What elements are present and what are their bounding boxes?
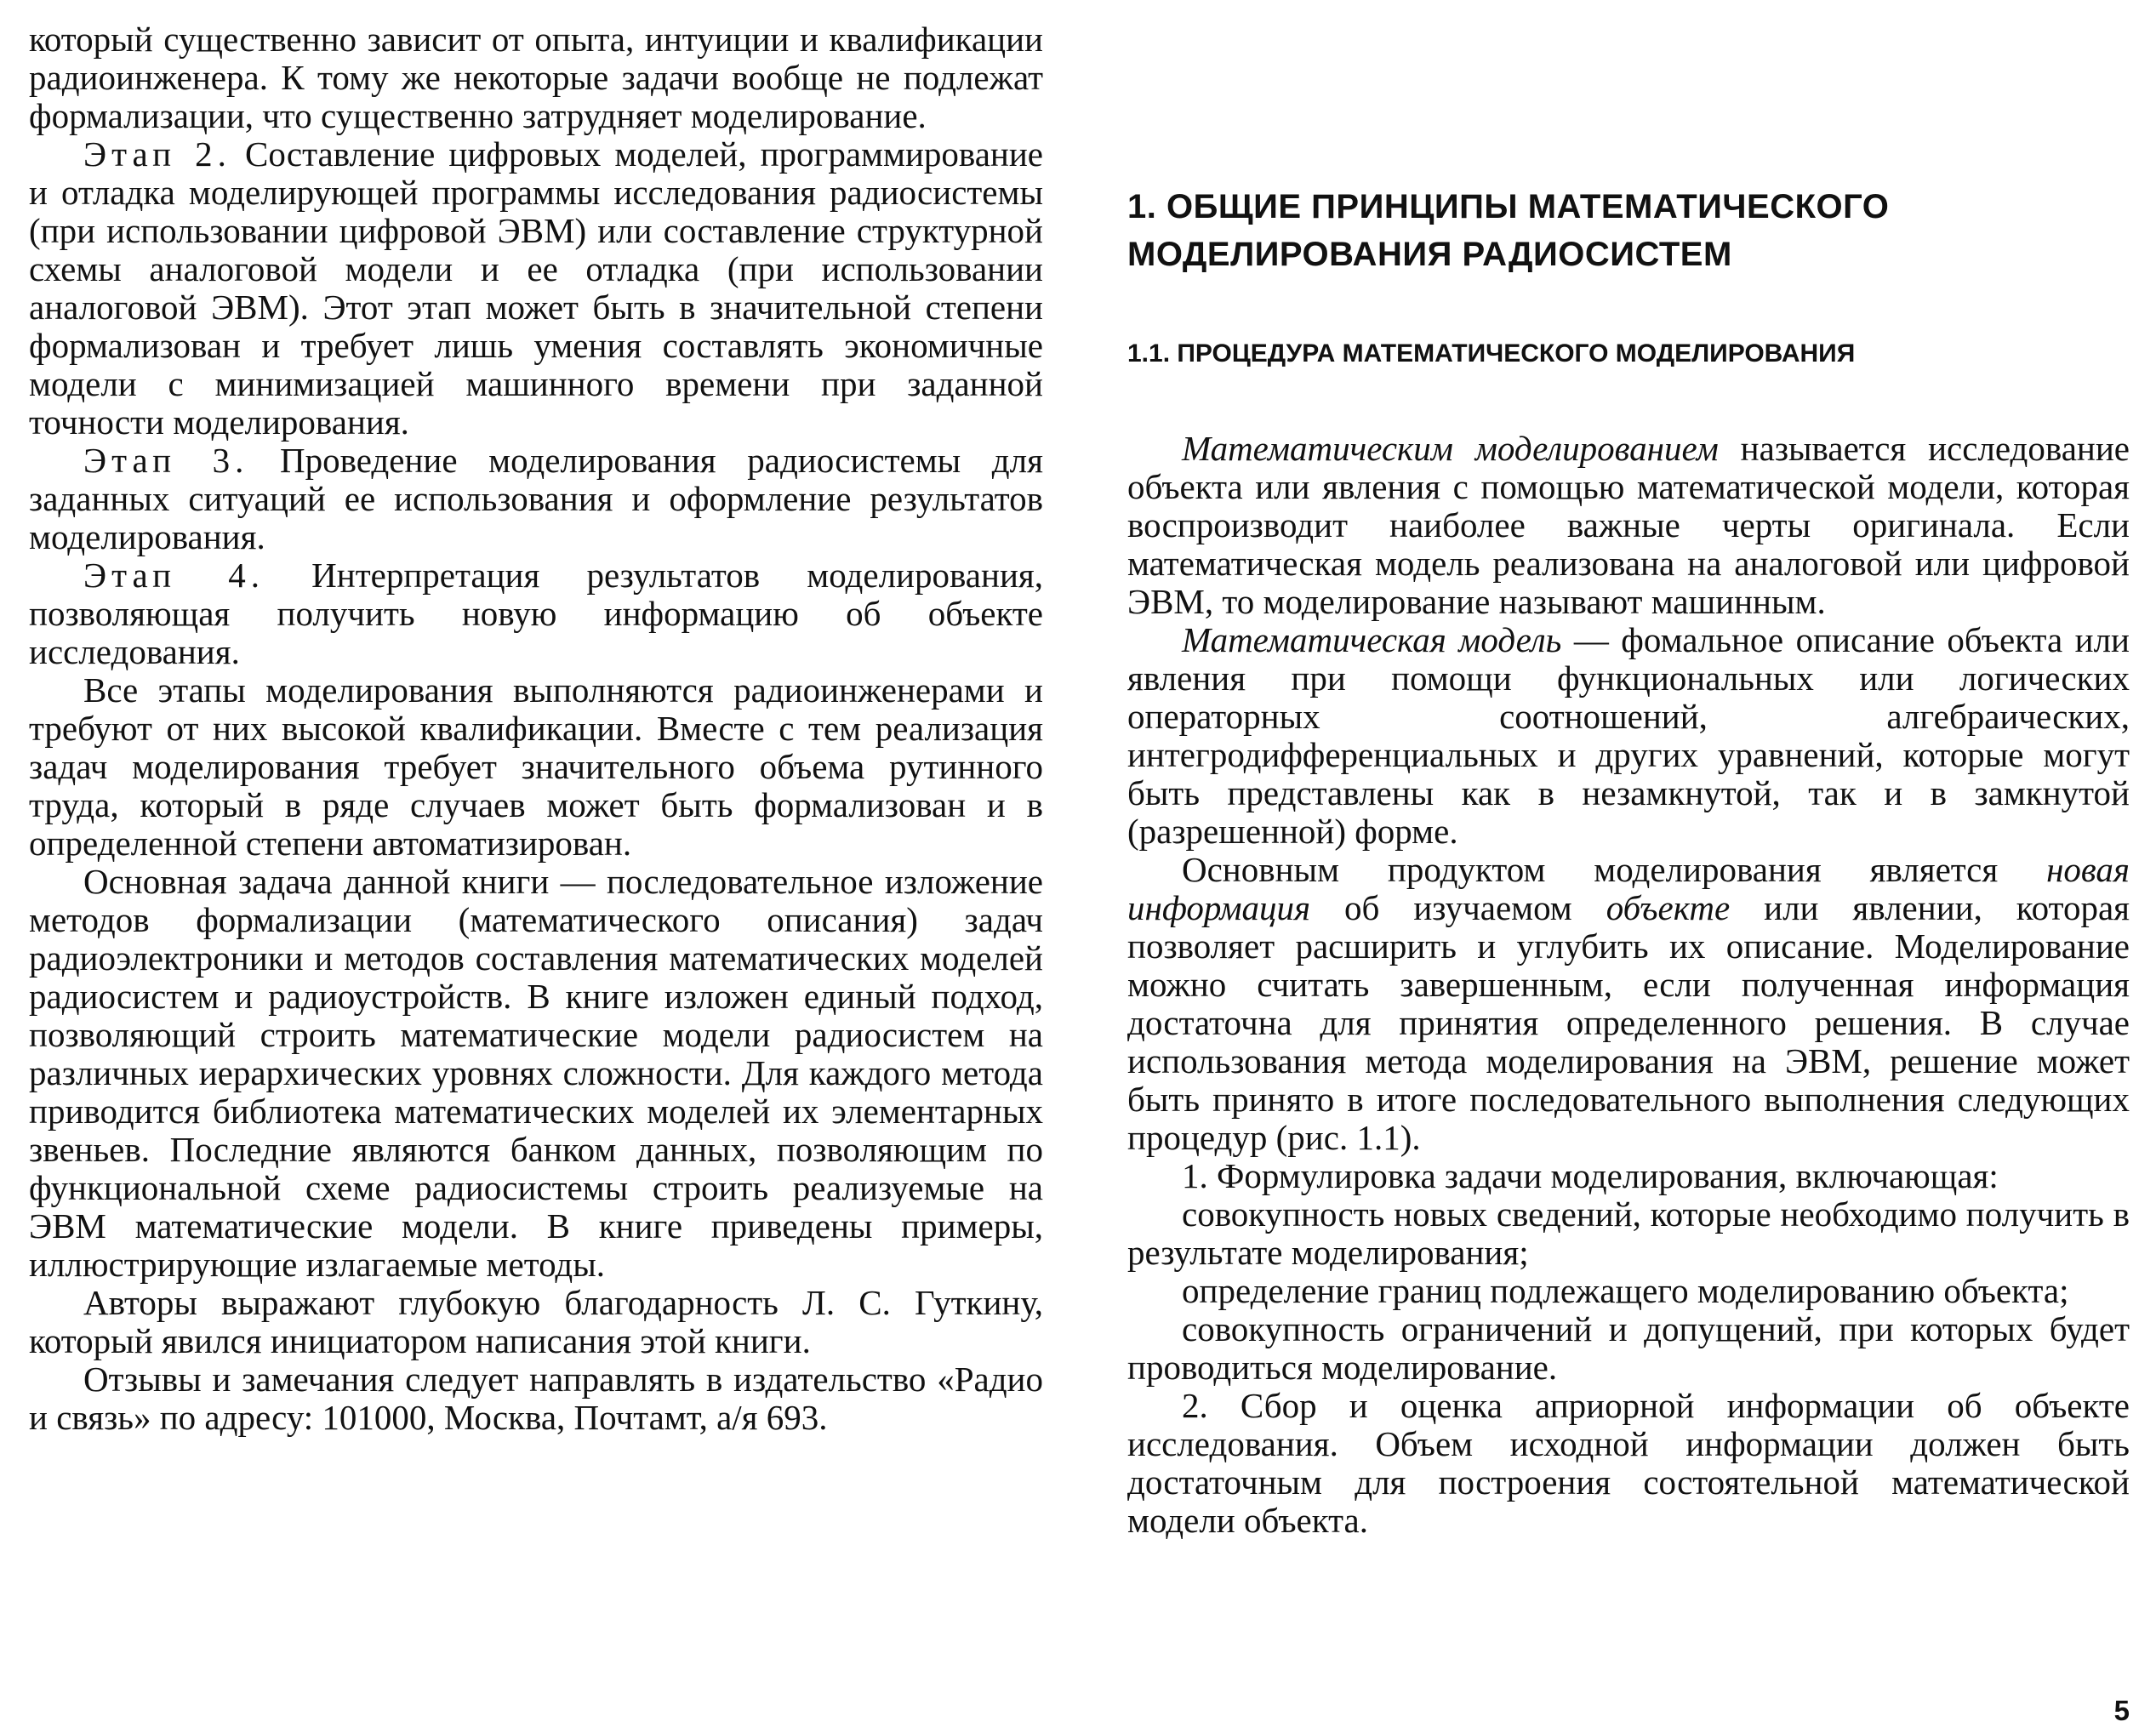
procedure-subitem-3: совокупность ограничений и допущений, при которых будет проводиться моделирование. (1127, 1309, 2130, 1387)
procedure-item-1: 1. Формулировка задачи моделирования, включающая: (1182, 1156, 1999, 1195)
procedure-subitem-2: определение границ подлежащего моделированию объекта; (1182, 1271, 2069, 1310)
main-product-text-c: или явлении, которая позволяет расширить и углубить их описание. Моделирование можно считать завершенным, если полученная информация достаточна для принятия определенного решения. В случае использования метода моделирования на ЭВМ, решение может быть принято в итоге последовательного выполнения следующих процедур (рис. 1.1). (1127, 888, 2130, 1157)
paragraph-all-stages: Все этапы моделирования выполняются радиоинженерами и требуют от них высокой квалификации. Вместе с тем реализация задач моделирования требует значительного объема рутинного труда, который в ряде случаев может быть формализован и в определенной степени автоматизирован. (29, 670, 1043, 863)
paragraph-main-product (1127, 851, 2130, 1157)
page-number: 5 (2113, 1695, 2130, 1726)
left-page-text (29, 20, 1043, 1437)
paragraph-acknowledgement: Авторы выражают глубокую благодарность Л. С. Гуткину, который явился инициатором написания этой книги. (29, 1283, 1043, 1360)
right-page (1127, 0, 2130, 1733)
term-mathematical-model: Математическая модель (1182, 620, 1562, 659)
right-page-text (1127, 430, 2130, 1540)
stage-3-text: Проведение моделирования радиосистемы для заданных ситуаций ее использования и оформление результатов моделирования. (29, 441, 1043, 556)
procedure-subitem-1: совокупность новых сведений, которые необходимо получить в результате моделирования; (1127, 1194, 2130, 1272)
section-title: 1.1. ПРОЦЕДУРА МАТЕМАТИЧЕСКОГО МОДЕЛИРОВАНИЯ (1127, 339, 1856, 368)
stage-4-text: Интерпретация результатов моделирования, позволяющая получить новую информацию об объекте исследования. (29, 556, 1043, 671)
term-mathematical-modeling: Математическим моделированием (1182, 429, 1719, 468)
paragraph-stage-3 (29, 442, 1043, 556)
paragraph-feedback-address: Отзывы и замечания следует направлять в издательство «Радио и связь» по адресу: 101000, Москва, Почтамт, а/я 693. (29, 1360, 1043, 1437)
paragraph-continuation: который существенно зависит от опыта, интуиции и квалификации радиоинженера. К тому же некоторые задачи вообще не подлежат формализации, что существенно затрудняет моделирование. (29, 20, 1043, 135)
definition-model-text: — фомальное описание объекта или явления при помощи функциональных или логических операторных соотношений, алгебраических, интегродифференциальных и других уравнений, которые могут быть представлены как в незамкнутой, так и в замкнутой (разрешенной) форме. (1127, 620, 2130, 851)
paragraph-definition-modeling (1127, 430, 2130, 621)
main-product-text-a: Основным продуктом моделирования является (1182, 850, 2047, 889)
left-page (29, 0, 1043, 1733)
stage-2-text: Составление цифровых моделей, программирование и отладка моделирующей программы исследования радиосистемы (при использовании цифровой ЭВМ) или составление структурной схемы аналоговой модели и ее отладка (при использовании аналоговой ЭВМ). Этот этап может быть в значительной степени формализован и требует лишь умения составлять экономичные модели с минимизацией машинного времени при заданной точности моделирования. (29, 134, 1043, 442)
term-object: объекте (1606, 888, 1731, 927)
paragraph-stage-2 (29, 135, 1043, 442)
paragraph-definition-model (1127, 621, 2130, 851)
procedure-item-2: 2. Сбор и оценка априорной информации об объекте исследования. Объем исходной информации должен быть достаточным для построения состоятельной математической модели объекта. (1127, 1386, 2130, 1540)
paragraph-main-task: Основная задача данной книги — последовательное изложение методов формализации (математического описания) задач радиоэлектроники и методов составления математических моделей радиосистем и радиоустройств. В книге изложен единый подход, позволяющий строить математические модели радиосистем на различных иерархических уровнях сложности. Для каждого метода приводится библиотека математических моделей их элементарных звеньев. Последние являются банком данных, позволяющим по функциональной схеме радиосистемы строить реализуемые на ЭВМ математические модели. В книге приведены примеры, иллюстрирующие излагаемые методы. (29, 862, 1043, 1284)
chapter-title: 1. ОБЩИЕ ПРИНЦИПЫ МАТЕМАТИЧЕСКОГО МОДЕЛИРОВАНИЯ РАДИОСИСТЕМ (1127, 188, 1890, 273)
term-new-information: новая информация (1127, 850, 2130, 927)
paragraph-stage-4 (29, 556, 1043, 671)
stage-2-label: Этап 2. (83, 134, 231, 174)
main-product-text-b: об изучаемом (1310, 888, 1606, 927)
stage-4-label: Этап 4. (83, 556, 265, 595)
stage-3-label: Этап 3. (83, 441, 249, 480)
definition-modeling-text: называется исследование объекта или явления с помощью математической модели, которая воспроизводит наиболее важные черты оригинала. Если математическая модель реализована на аналоговой или цифровой ЭВМ, то моделирование называют машинным. (1127, 429, 2130, 621)
